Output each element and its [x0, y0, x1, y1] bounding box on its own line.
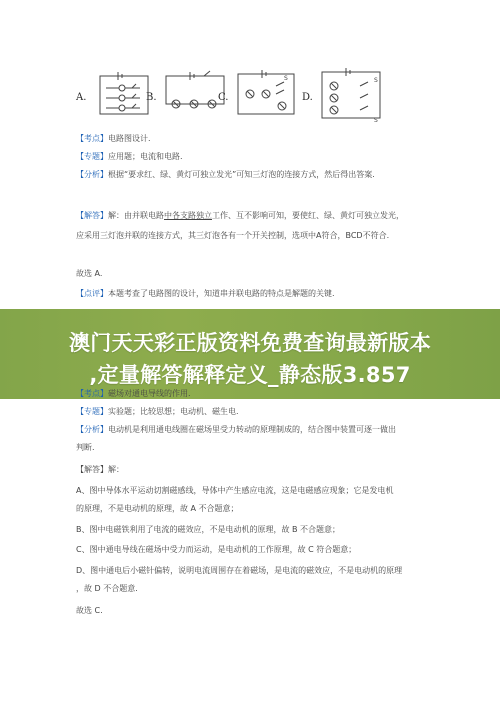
q1-fenxi-text: 根据“要求红、绿、黄灯可独立发光”可知三灯泡的连接方式，然后得出答案.	[108, 170, 375, 179]
banner-title-line1: 澳门天天彩正版资料免费查询最新版本	[68, 331, 432, 355]
q2-fenxi-line2: 判断.	[76, 443, 95, 452]
q2-zhuanti-tag: 【专题】	[76, 407, 108, 416]
q2-zhuanti	[76, 407, 239, 417]
q1-dianping	[76, 289, 335, 299]
q2-option-b: B、图中电磁铁利用了电流的磁效应，不是电动机的原理，故 B 不合题意；	[76, 525, 341, 534]
option-b-label: B.	[146, 92, 157, 103]
q1-zhuanti-tag: 【专题】	[76, 152, 108, 161]
q1-dianping-text: 本题考查了电路图的设计，知道串并联电路的特点是解题的关键.	[108, 289, 335, 298]
q2-guxuan: 故选 C.	[76, 606, 103, 615]
q2-kaodian-tag: 【考点】	[76, 389, 108, 398]
q1-jieda-line2: 应采用三灯泡并联的连接方式，其三灯泡各有一个开关控制，选项中A符合，BCD不符合.	[76, 231, 390, 240]
q2-option-d-line1: D、图中通电后小磁针偏转，说明电流周围存在着磁场，是电流的磁效应，不是电动机的原理	[76, 566, 403, 575]
q1-jieda-text-post: 工作、互不影响可知，要使红、绿、黄灯可独立发光，	[212, 211, 404, 220]
circuit-b-diagram	[160, 62, 230, 120]
q2-zhuanti-text: 实验题；比较思想；电动机、磁生电.	[108, 407, 239, 416]
q1-zhuanti	[76, 152, 183, 162]
q1-fenxi	[76, 170, 375, 180]
q1-kaodian-text: 电路图设计.	[108, 134, 151, 143]
q2-option-d-line2: ，故 D 不合题意.	[76, 584, 138, 593]
q1-jieda-tag: 【解答】	[76, 211, 108, 220]
switch-label-d2: S	[374, 117, 378, 124]
q2-fenxi-text: 电动机是利用通电线圈在磁场里受力转动的原理制成的，结合图中装置可逐一做出	[108, 425, 396, 434]
q2-fenxi-tag: 【分析】	[76, 425, 108, 434]
option-c-label: C.	[218, 92, 229, 103]
q1-zhuanti-text: 应用题；电流和电路.	[108, 152, 183, 161]
q2-jieda-tag: 【解答】解：	[76, 465, 124, 474]
q1-guxuan: 故选 A.	[76, 269, 103, 278]
q2-option-a-line2: 的原理，不是电动机的原理，故 A 不合题意；	[76, 504, 239, 513]
q1-jieda-text-underlined: 中各支路独立	[164, 211, 212, 220]
circuit-a-diagram	[92, 62, 162, 120]
q1-fenxi-tag: 【分析】	[76, 170, 108, 179]
circuit-c-diagram	[232, 62, 307, 120]
circuit-d-diagram	[316, 62, 396, 124]
banner-title-line2: ,定量解答解释定义_静态版3.857	[89, 363, 411, 387]
promo-banner[interactable]	[0, 309, 500, 399]
q1-kaodian	[76, 134, 151, 144]
option-a-label: A.	[76, 92, 87, 103]
switch-label-d1: S	[374, 77, 378, 84]
q1-jieda-text-pre: 解：由并联电路	[108, 211, 164, 220]
q1-kaodian-tag: 【考点】	[76, 134, 108, 143]
switch-label-c: S	[284, 75, 288, 82]
circuit-options	[70, 62, 450, 124]
option-d-label: D.	[302, 92, 313, 103]
q1-jieda-line1	[76, 211, 404, 221]
q2-kaodian-text: 磁场对通电导线的作用.	[108, 389, 191, 398]
q2-kaodian	[76, 389, 191, 399]
q2-option-c: C、图中通电导线在磁场中受力而运动，是电动机的工作原理，故 C 符合题意；	[76, 545, 357, 554]
q1-dianping-tag: 【点评】	[76, 289, 108, 298]
q2-option-a-line1: A、图中导体水平运动切割磁感线，导体中产生感应电流，这是电磁感应现象；它是发电机	[76, 486, 394, 495]
q2-fenxi-line1	[76, 425, 396, 435]
